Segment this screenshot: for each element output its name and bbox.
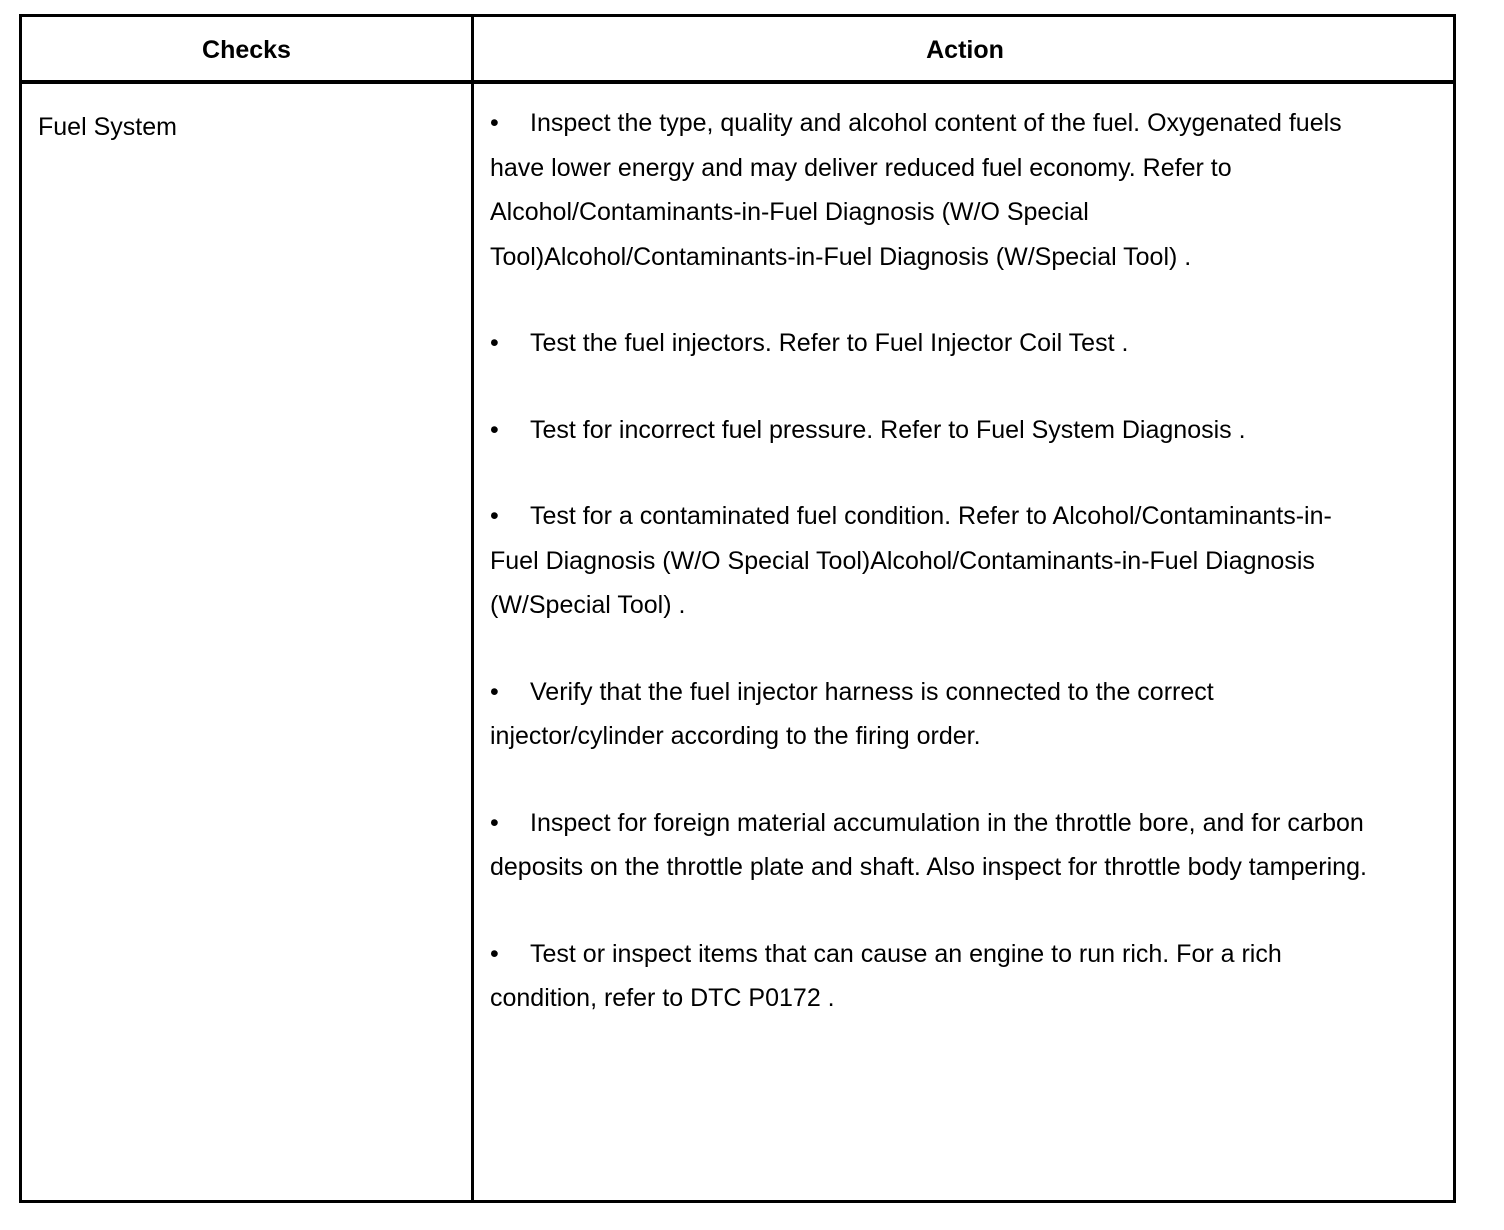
action-cell — [490, 101, 1370, 1063]
action-item — [490, 408, 1370, 453]
check-cell-fuel-system: Fuel System — [38, 113, 177, 141]
action-item — [490, 101, 1370, 279]
action-item — [490, 801, 1370, 890]
action-text: Inspect for foreign material accumulation in the throttle bore, and for carbon deposits on the throttle plate and shaft. Also inspect for throttle body tampering. — [490, 808, 1367, 881]
action-item — [490, 321, 1370, 366]
bullet-icon: • — [490, 329, 499, 357]
bullet-icon: • — [490, 502, 499, 530]
action-text: Inspect the type, quality and alcohol content of the fuel. Oxygenated fuels have lower energy and may deliver reduced fuel economy. Refer to Alcohol/Contaminants-in-Fuel Diagnosis (W/O Special Tool)Alcohol/Contaminants-in-Fuel Diagnosis (W/Special Tool) . — [490, 109, 1342, 271]
checks-action-table — [19, 14, 1456, 1203]
action-text: Test for a contaminated fuel condition. Refer to Alcohol/Contaminants-in-Fuel Diagnosis (W/O Special Tool)Alcohol/Contaminants-in-Fuel Diagnosis (W/Special Tool) . — [490, 502, 1332, 619]
action-item — [490, 932, 1370, 1021]
header-checks: Checks — [202, 36, 291, 64]
header-action: Action — [926, 36, 1004, 64]
action-item — [490, 494, 1370, 628]
action-text: Test or inspect items that can cause an engine to run rich. For a rich condition, refer to DTC P0172 . — [490, 939, 1282, 1012]
bullet-icon: • — [490, 415, 499, 444]
bullet-icon: • — [490, 677, 499, 706]
bullet-icon: • — [490, 109, 499, 137]
table-header-row — [22, 17, 1453, 84]
action-item — [490, 670, 1370, 759]
bullet-icon: • — [490, 939, 499, 968]
bullet-icon: • — [490, 808, 499, 837]
action-text: Test for incorrect fuel pressure. Refer to Fuel System Diagnosis . — [530, 415, 1246, 444]
action-text: Verify that the fuel injector harness is connected to the correct injector/cylinder according to the firing order. — [490, 677, 1214, 750]
action-text: Test the fuel injectors. Refer to Fuel Injector Coil Test . — [530, 329, 1129, 357]
column-divider — [471, 17, 474, 1200]
